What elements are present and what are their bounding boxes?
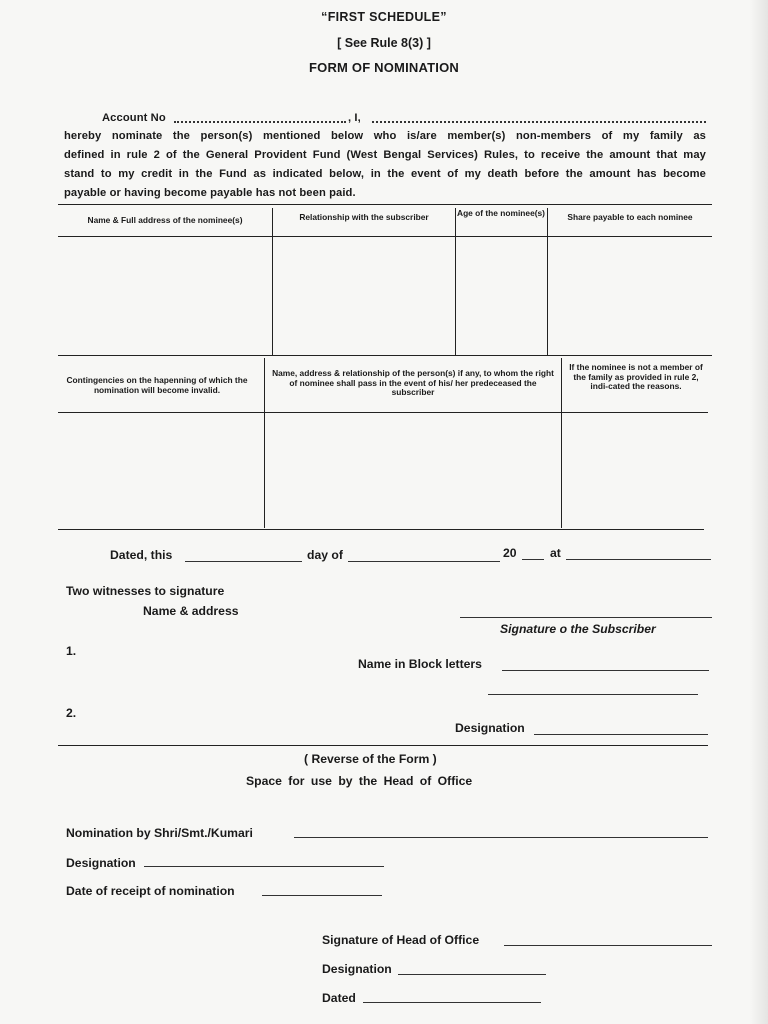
witnesses-title: Two witnesses to signature [66,584,225,598]
dated-day-field[interactable] [185,561,302,562]
head-signature-label: Signature of Head of Office [322,933,480,947]
nomination-by-field[interactable] [294,837,708,838]
header-successor: Name, address & relationship of the person(s) if any, to whom the right of nominee shall pass in the event of his/ her predeceased the subscriber [272,368,554,397]
receipt-date-label: Date of receipt of nomination [66,884,235,898]
subscriber-name-field[interactable] [372,112,706,123]
designation-label: Designation [455,721,525,735]
head-dated-label: Dated [322,991,356,1005]
header-nominee-name: Name & Full address of the nominee(s) [87,215,243,225]
subscriber-signature-field[interactable] [460,617,712,618]
at-label: at [550,546,561,560]
witness-1-label: 1. [66,644,77,658]
witness-2-label: 2. [66,706,77,720]
dated-place-field[interactable] [566,559,711,560]
header-contingencies: Contingencies on the hapenning of which the nomination will become invalid. [66,375,248,395]
schedule-heading: “FIRST SCHEDULE” [321,10,447,24]
rule-reference: [ See Rule 8(3) ] [337,36,431,50]
designation-field[interactable] [534,734,708,735]
cell-non-member-reason[interactable] [564,416,706,526]
cell-relationship[interactable] [275,240,453,352]
header-non-member-reason: If the nominee is not a member of the family as provided in rule 2, indi-cated the reasons. [569,362,703,391]
intro-line-2: defined in rule 2 of the General Provident Fund (West Bengal Services) Rules, to receive the amount that may [64,149,706,161]
paper-edge [750,0,768,1024]
account-label: Account No [102,112,166,124]
head-designation-field[interactable] [398,974,546,975]
block-letters-label: Name in Block letters [358,657,482,671]
dated-label: Dated, this [110,548,173,562]
account-number-field[interactable] [174,112,346,123]
head-signature-field[interactable] [504,945,712,946]
reverse-designation-label: Designation [66,856,136,870]
cell-successor[interactable] [267,416,559,526]
form-title: FORM OF NOMINATION [309,60,459,75]
reverse-title: ( Reverse of the Form ) [304,752,437,766]
i-label: , I, [348,112,361,124]
head-dated-field[interactable] [363,1002,541,1003]
header-age: Age of the nominee(s) [457,208,545,218]
intro-line-3: stand to my credit in the Fund as indicated below, in the event of my death before the amount has become [64,168,706,180]
year-label: 20 [503,546,517,560]
reverse-designation-field[interactable] [144,866,384,867]
day-of-label: day of [307,548,343,562]
dated-month-field[interactable] [348,561,500,562]
witness-name-address-label: Name & address [143,604,239,618]
dated-year-field[interactable] [522,559,544,560]
receipt-date-field[interactable] [262,895,382,896]
block-letters-field-2[interactable] [488,694,698,695]
cell-nominee-name[interactable] [60,240,270,352]
header-share: Share payable to each nominee [567,212,693,222]
block-letters-field[interactable] [502,670,709,671]
cell-share[interactable] [550,240,710,352]
cell-age[interactable] [458,240,545,352]
intro-line-1: hereby nominate the person(s) mentioned below who is/are member(s) non-members of my family as [64,130,706,142]
reverse-separator [58,745,708,746]
head-designation-label: Designation [322,962,392,976]
head-office-space-title: Space for use by the Head of Office [246,774,473,788]
header-relationship: Relationship with the subscriber [299,212,429,222]
nomination-by-label: Nomination by Shri/Smt./Kumari [66,826,253,840]
subscriber-signature-label: Signature o the Subscriber [500,622,656,636]
intro-line-4: payable or having become payable has not been paid. [64,187,356,199]
cell-contingencies[interactable] [60,416,262,526]
